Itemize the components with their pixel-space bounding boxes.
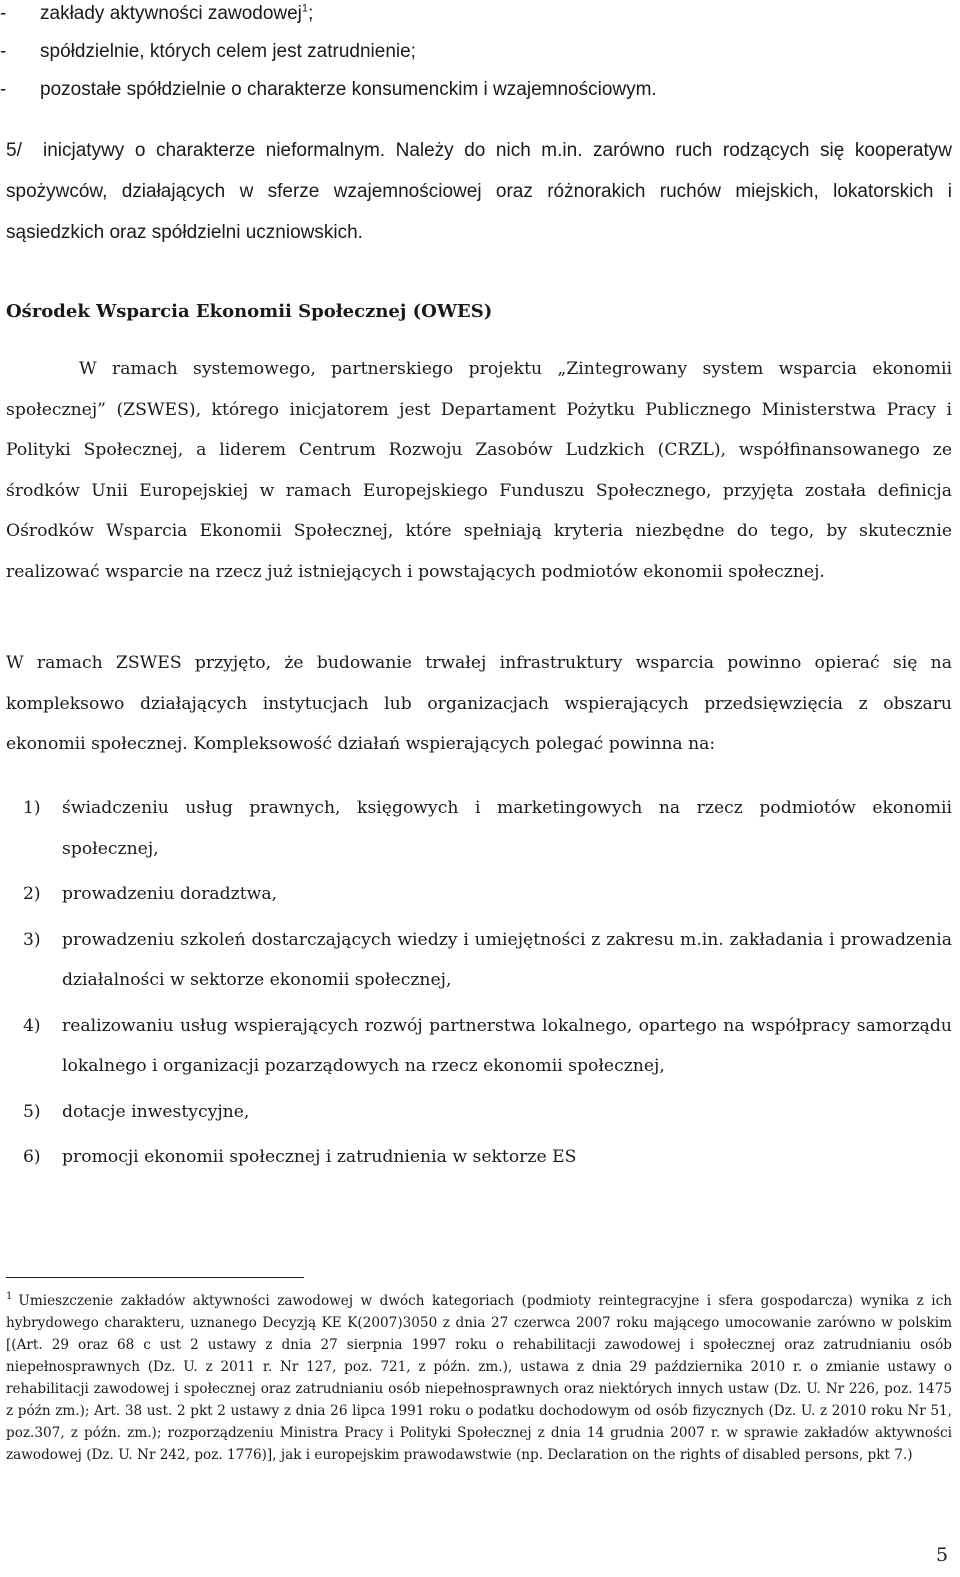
list-item [6,920,952,1001]
footnote-text: Umieszczenie zakładów aktywności zawodowej w dwóch kategoriach (podmioty reintegracyjne i sfera gospodarcza) wynika z ich hybrydowego charakteru, uznanego Decyzją KE K(2007)3050 z dnia 27 czerwca 2007 roku mającego umocowanie zarówno w polskim [(Art. 29 oraz 68 c ust 2 ustawy z dnia 27 sierpnia 1997 roku o rehabilitacji zawodowej i społecznej oraz zatrudnianiu osób niepełnosprawnych (Dz. U. z 2011 r. Nr 127, poz. 721, z późn. zm.), ustawa z dnia 29 października 2010 r. o zmianie ustawy o rehabilitacji zawodowej i społecznej oraz zatrudnianiu osób niepełnosprawnych oraz niektórych innych ustaw (Dz. U. Nr 226, poz. 1475 z późn zm.); Art. 38 ust. 2 pkt 2 ustawy z dnia 26 lipca 1991 roku o podatku dochodowym od osób fizycznych (Dz. U. z 2010 roku Nr 51, poz.307, z późn. zm.); rozporządzeniu Ministra Pracy i Polityki Społecznej z dnia 14 grudnia 2007 r. w sprawie zakładów aktywności zawodowej (Dz. U. Nr 242, poz. 1776)], jak i europejskim prawodawstwie (np. Declaration on the rights of disabled persons, pkt 7.) [6,1293,952,1463]
list-item [6,1092,952,1133]
list-number: 5) [23,1101,41,1122]
point-text: inicjatywy o charakterze nieformalnym. Należy do nich m.in. zarówno ruch rodzących się kooperatyw spożywców, działających w sferze wzajemnościowej oraz różnorakich ruchów miejskich, lokatorskich i sąsiedzkich oraz spółdzielni uczniowskich. [6,140,952,243]
section-heading: Ośrodek Wsparcia Ekonomii Społecznej (OWES) [6,301,493,322]
owes-paragraph: W ramach systemowego, partnerskiego projektu „Zintegrowany system wsparcia ekonomii społecznej” (ZSWES), którego inicjatorem jest Departament Pożytku Publicznego Ministerstwa Pracy i Polityki Społecznej, a liderem Centrum Rozwoju Zasobów Ludzkich (CRZL), współfinansowanego ze środków Unii Europejskiej w ramach Europejskiego Funduszu Społecznego, przyjęta została definicja Ośrodków Wsparcia Ekonomii Społecznej, które spełniają kryteria niezbędne do tego, by skutecznie realizować wsparcie na rzecz już istniejących i powstających podmiotów ekonomii społecznej. [6,359,952,582]
list-number: 4) [23,1015,41,1036]
dash-list-item: - zakłady aktywności zawodowej$^1$; [0,2,314,24]
dash-item-text: zakłady aktywności zawodowej [40,3,302,24]
list-item-text: prowadzeniu szkoleń dostarczających wiedzy i umiejętności z zakresu m.in. zakładania i prowadzenia działalności w sektorze ekonomii społecznej, [62,929,952,990]
list-item-text: dotacje inwestycyjne, [62,1101,250,1122]
dash-item-text: pozostałe spółdzielnie o charakterze konsumenckim i wzajemnościowym. [40,79,657,100]
list-item-text: promocji ekonomii społecznej i zatrudnienia w sektorze ES [62,1147,577,1167]
zswes-paragraph: W ramach ZSWES przyjęto, że budowanie trwałej infrastruktury wsparcia powinno opierać się na kompleksowo działających instytucjach lub organizacjach wspierających przedsięwzięcia z obszaru ekonomii społecznej. Kompleksowość działań wspierających polegać powinna na: [6,653,952,754]
list-item-text: prowadzeniu doradztwa, [62,884,278,904]
list-item [6,788,952,869]
page-number: 5 [936,1544,949,1566]
dash-list-item: - spółdzielnie, których celem jest zatrudnienie; [0,41,416,62]
footnote-separator [6,1277,304,1278]
footnote-ref[interactable]: 1 [301,2,309,15]
list-item [6,874,952,915]
dash-item-text: spółdzielnie, których celem jest zatrudnienie; [40,41,416,62]
dash-list-item: - pozostałe spółdzielnie o charakterze konsumenckim i wzajemnościowym. [0,79,657,100]
list-number: 2) [23,884,41,904]
footnote-number: 1 [6,1291,13,1303]
list-number: 3) [23,929,41,950]
list-number: 1) [23,798,41,818]
support-activities-list [6,788,952,1183]
point-5-paragraph [6,130,952,253]
list-item [6,1137,952,1178]
list-number: 6) [23,1147,41,1167]
point-number: 5/ [6,140,22,161]
list-item [6,1006,952,1087]
list-item-text: świadczeniu usług prawnych, księgowych i marketingowych na rzecz podmiotów ekonomii społecznej, [62,798,952,859]
footnote [6,1290,952,1466]
list-item-text: realizowaniu usług wspierających rozwój partnerstwa lokalnego, opartego na współpracy samorządu lokalnego i organizacji pozarządowych na rzecz ekonomii społecznej, [62,1015,952,1076]
